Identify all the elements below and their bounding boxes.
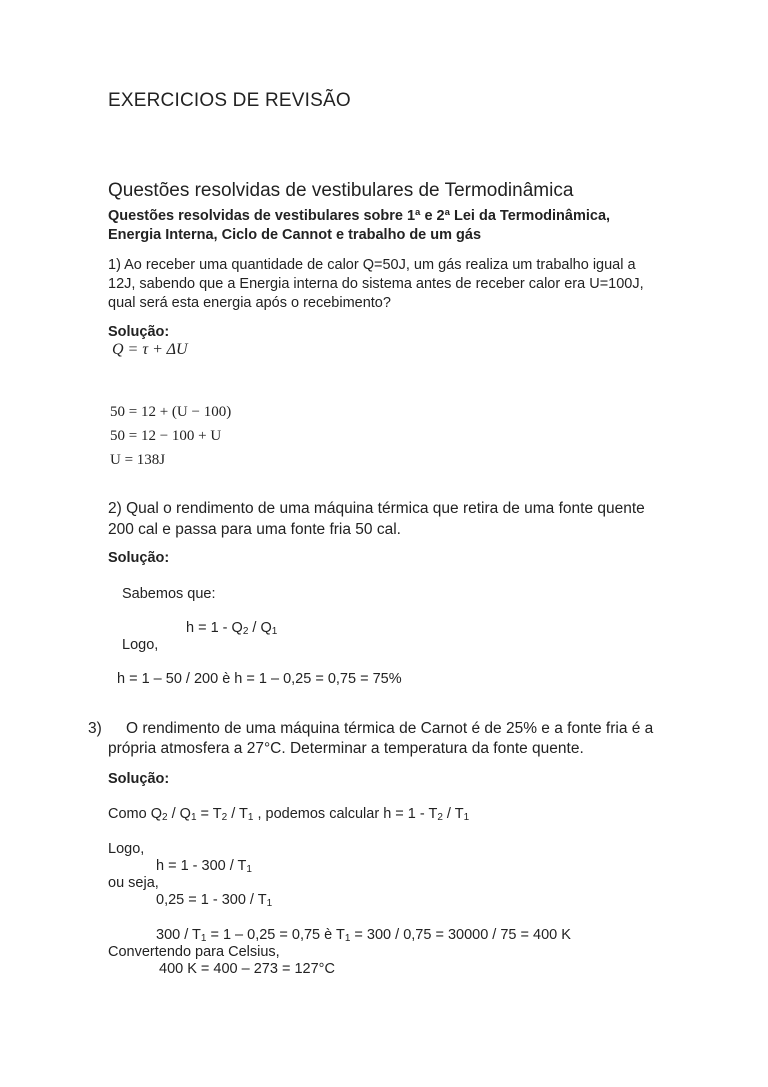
q1-text-line-3: qual será esta energia após o recebimento? <box>108 295 391 311</box>
q3-value-line: $0,25 = 1 - 300 / T_1$ <box>156 892 273 909</box>
q2-logo: Logo, <box>122 637 159 653</box>
q3-text-line-2: própria atmosfera a 27°C. Determinar a temperatura da fonte quente. <box>108 740 584 757</box>
q3-h-line: $h = 1 - 300 / T_1$ <box>156 858 252 875</box>
section-subtitle: Questões resolvidas de vestibulares de Termodinâmica <box>108 180 574 201</box>
section-heading-line-1: Questões resolvidas de vestibulares sobre 1ª e 2ª Lei da Termodinâmica, <box>108 208 611 224</box>
q3-final-result: 400 K = 400 – 273 = 127°C <box>159 961 335 977</box>
q2-formula: $h = 1 - Q_2 / Q_1$ <box>186 620 278 637</box>
q1-text-line-2: 12J, sabendo que a Energia interna do sistema antes de receber calor era U=100J, <box>108 276 644 292</box>
q3-ou-seja: ou seja, <box>108 875 159 891</box>
q2-result: h = 1 – 50 / 200 è h = 1 – 0,25 = 0,75 = 75% <box>117 671 402 687</box>
q1-solution-label: Solução: <box>108 324 170 340</box>
q2-text-line-2: 200 cal e passa para uma fonte fria 50 cal. <box>108 521 401 538</box>
q1-step-2: 50 = 12 − 100 + U <box>110 428 222 444</box>
q2-solution-label: Solução: <box>108 550 170 566</box>
q1-step-3: U = 138J <box>110 452 166 468</box>
q3-result-line: $300 / T_1 = 1 - 0,25 = 0,75$ è $T_1 = 300 / 0,75 = 30000 / 75 = 400$ K <box>156 927 571 944</box>
page-title: EXERCICIOS DE REVISÃO <box>108 90 351 111</box>
q2-known: Sabemos que: <box>122 586 216 602</box>
q3-text-line-1: O rendimento de uma máquina térmica de Carnot é de 25% e a fonte fria é a <box>126 720 654 737</box>
q3-logo: Logo, <box>108 841 145 857</box>
q1-formula: Q = τ + ΔU <box>112 341 188 358</box>
q1-text-line-1: 1) Ao receber uma quantidade de calor Q=50J, um gás realiza um trabalho igual a <box>108 257 636 273</box>
q1-step-1: 50 = 12 + (U − 100) <box>110 404 232 420</box>
q2-text-line-1: 2) Qual o rendimento de uma máquina térmica que retira de uma fonte quente <box>108 500 645 517</box>
q3-como-line: Como $Q_2 / Q_1 = T_2 / T_1$ , podemos calcular $h = 1 - T_2 / T_1$ <box>108 806 470 823</box>
section-heading-line-2: Energia Interna, Ciclo de Cannot e trabalho de um gás <box>108 227 482 243</box>
q3-solution-label: Solução: <box>108 771 170 787</box>
q3-number: 3) <box>88 720 102 737</box>
q3-convert-label: Convertendo para Celsius, <box>108 944 280 960</box>
